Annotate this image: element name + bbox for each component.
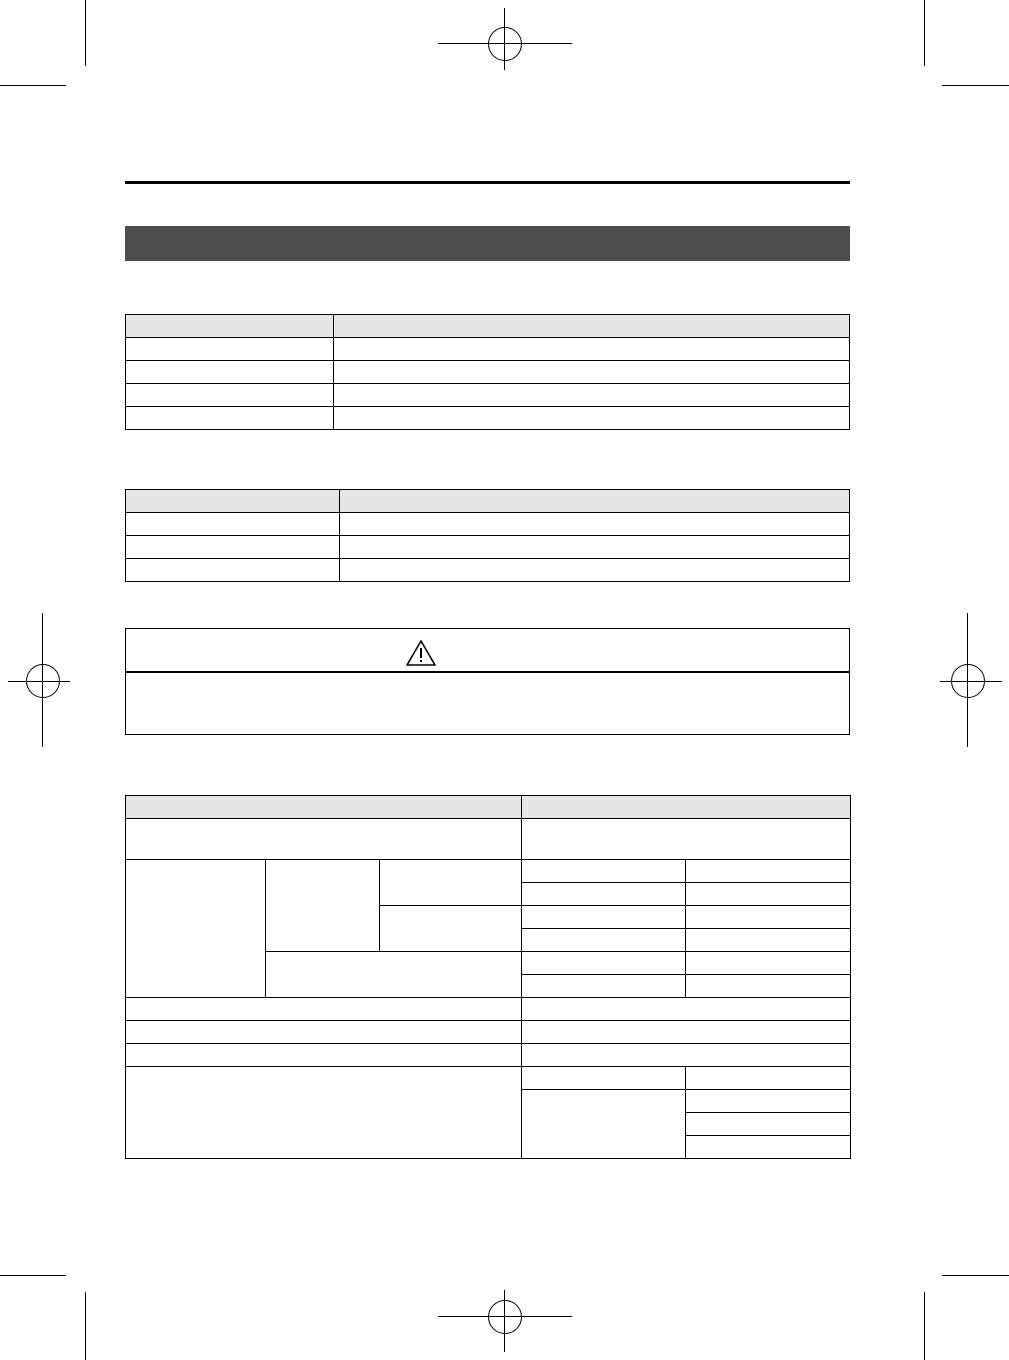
section-header-bar: [125, 226, 850, 261]
table-row: [126, 513, 850, 536]
table-cell: [380, 860, 522, 906]
crop-mark: [942, 1275, 1009, 1276]
table-cell: [266, 860, 380, 952]
table-cell: [522, 1090, 686, 1159]
table-header-row: [126, 315, 850, 338]
table-cell: [126, 819, 522, 860]
crop-mark: [924, 0, 925, 66]
table-cell: [126, 998, 522, 1021]
table-cell: [686, 1067, 851, 1090]
table-cell: [522, 906, 686, 929]
spec-table-1: [125, 314, 850, 430]
table-cell: [126, 361, 334, 384]
table-cell: [686, 906, 851, 929]
table-cell: [522, 1044, 851, 1067]
table-row: [126, 559, 850, 582]
table-cell: [686, 1090, 851, 1113]
table-cell: [340, 513, 850, 536]
crop-mark: [0, 1275, 66, 1276]
table-cell: [126, 338, 334, 361]
table-cell: [686, 1113, 851, 1136]
table-cell: [522, 860, 686, 883]
header-rule: [125, 181, 850, 184]
warning-box: [125, 628, 850, 735]
table-cell: [126, 796, 522, 819]
table-cell: [126, 513, 340, 536]
table-cell: [126, 315, 334, 338]
table-cell: [522, 952, 686, 975]
table-row: [126, 1044, 851, 1067]
table-cell: [522, 1021, 851, 1044]
table-row: [126, 384, 850, 407]
table-cell: [126, 559, 340, 582]
table-header-row: [126, 490, 850, 513]
table-row: [126, 1021, 851, 1044]
table-cell: [686, 929, 851, 952]
spec-table-3: [125, 795, 851, 1159]
table-row: [126, 998, 851, 1021]
table-cell: [522, 998, 851, 1021]
crop-mark: [85, 1292, 86, 1360]
table-cell: [266, 952, 522, 998]
table-header-row: [126, 796, 851, 819]
table-cell: [126, 490, 340, 513]
table-cell: [126, 1021, 522, 1044]
crop-mark: [0, 85, 66, 86]
table-cell: [522, 1067, 686, 1090]
table-row: [126, 536, 850, 559]
table-row: [126, 1067, 851, 1090]
table-cell: [686, 952, 851, 975]
table-cell: [334, 338, 850, 361]
table-row: [126, 361, 850, 384]
table-cell: [340, 536, 850, 559]
crop-mark: [924, 1292, 925, 1360]
table-row: [126, 407, 850, 430]
crop-mark: [85, 0, 86, 66]
table-cell: [522, 819, 851, 860]
table-cell: [522, 796, 851, 819]
table-cell: [522, 883, 686, 906]
table-cell: [126, 536, 340, 559]
table-cell: [126, 1067, 522, 1159]
table-cell: [522, 975, 686, 998]
table-cell: [334, 361, 850, 384]
table-cell: [334, 315, 850, 338]
table-cell: [686, 975, 851, 998]
warning-triangle-icon: [405, 639, 437, 667]
table-cell: [686, 1136, 851, 1159]
spec-table-2: [125, 489, 850, 582]
table-cell: [522, 929, 686, 952]
table-row: [126, 860, 851, 883]
table-cell: [126, 384, 334, 407]
table-cell: [126, 860, 266, 998]
crop-mark: [942, 85, 1009, 86]
table-row: [126, 819, 851, 860]
table-cell: [686, 860, 851, 883]
table-cell: [126, 1044, 522, 1067]
table-cell: [334, 384, 850, 407]
table-cell: [340, 559, 850, 582]
table-row: [126, 338, 850, 361]
table-cell: [686, 883, 851, 906]
table-cell: [380, 906, 522, 952]
table-cell: [340, 490, 850, 513]
warning-header: [126, 629, 849, 673]
table-cell: [334, 407, 850, 430]
table-cell: [126, 407, 334, 430]
